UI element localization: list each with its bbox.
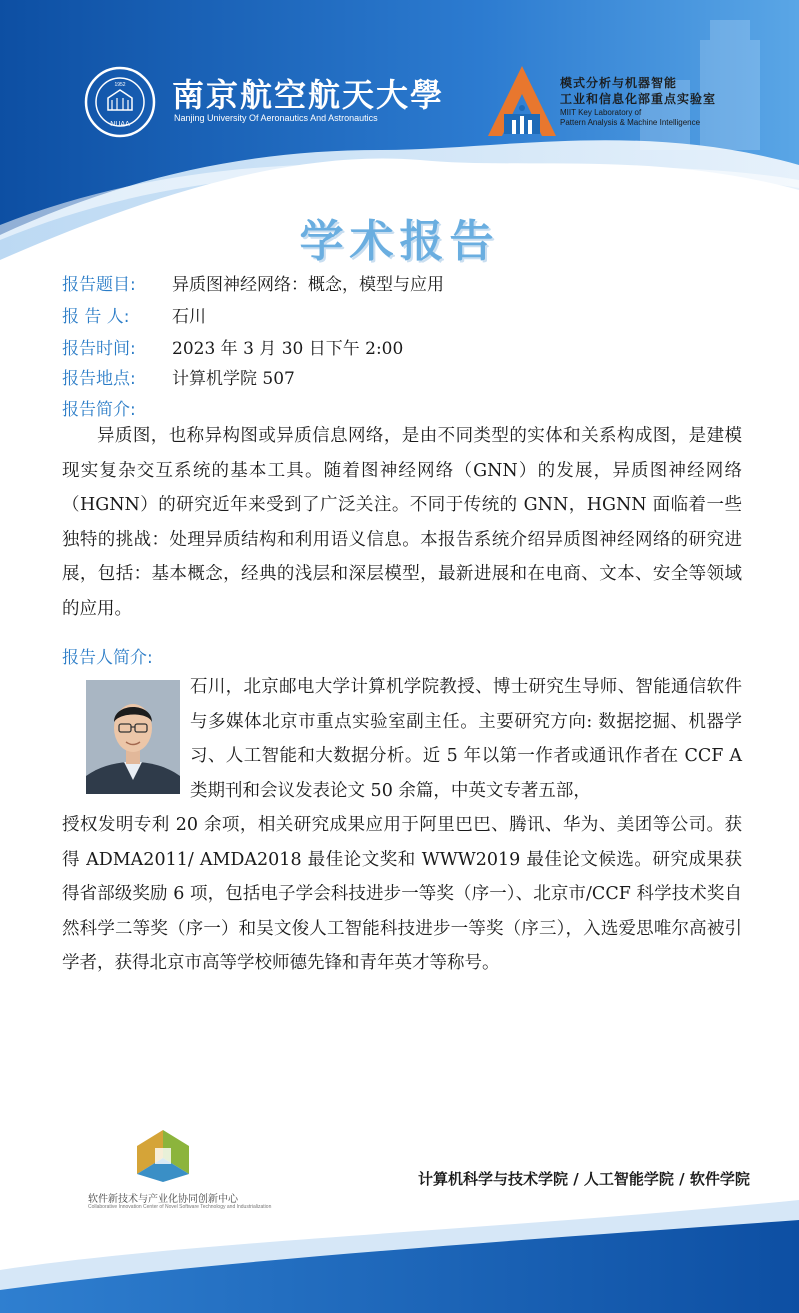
university-name-cn: 南京航空航天大學	[172, 76, 445, 114]
bio-label: 报告人简介:	[62, 648, 153, 668]
speaker-photo	[86, 680, 180, 794]
speaker-label: 报 告 人:	[62, 307, 130, 327]
lab-name-en-line1: MIIT Key Laboratory of	[560, 108, 642, 117]
place-label: 报告地点:	[62, 369, 136, 389]
topic-label: 报告题目:	[62, 275, 136, 295]
place-value: 计算机学院 507	[172, 369, 295, 389]
lab-name-cn-line2: 工业和信息化部重点实验室	[560, 92, 717, 106]
svg-text:NUAA: NUAA	[110, 121, 130, 128]
nuaa-seal-logo	[84, 66, 156, 138]
innovation-center-logo	[135, 1128, 191, 1184]
lab-name-en-line2: Pattern Analysis & Machine Intelligence	[560, 118, 701, 127]
page-title: 学术报告	[299, 216, 500, 267]
lab-logo	[486, 64, 558, 138]
abstract-text	[62, 419, 742, 626]
university-name-en: Nanjing University Of Aeronautics And Astronautics	[174, 113, 378, 123]
time-label: 报告时间:	[62, 339, 136, 359]
time-value: 2023 年 3 月 30 日下午 2:00	[172, 339, 404, 359]
topic-value: 异质图神经网络：概念，模型与应用	[172, 275, 444, 295]
college-names: 计算机科学与技术学院 / 人工智能学院 / 软件学院	[418, 1170, 750, 1188]
abstract-paragraph: 异质图，也称异构图或异质信息网络，是由不同类型的实体和关系构成图，是建模现实复杂交互系统的基本工具。随着图神经网络（GNN）的发展，异质图神经网络（HGNN）的研究近年来受到了广泛关注。不同于传统的 GNN，HGNN 面临着一些独特的挑战：处理异质结构和利用语义信息。本报告系统介绍异质图神经网络的研究进展，包括：基本概念，经典的浅层和深层模型，最新进展和在电商、文本、安全等领域的应用。	[62, 426, 742, 619]
abstract-label: 报告简介:	[62, 400, 136, 420]
innovation-center-name-en: Collaborative Innovation Center of Novel Software Technology and Industrialization	[88, 1204, 272, 1210]
lab-name-cn-line1: 模式分析与机器智能	[560, 76, 678, 90]
bio-text-rest: 授权发明专利 20 余项，相关研究成果应用于阿里巴巴、腾讯、华为、美团等公司。获得 ADMA2011/ AMDA2018 最佳论文奖和 WWW2019 最佳论文候选。研究成果获得省部级奖励 6 项，包括电子学会科技进步一等奖（序一）、北京市/CCF 科学技术奖自然科学二等奖（序一）和吴文俊人工智能科技进步一等奖（序三），入选爱思唯尔高被引学者，获得北京市高等学校师德先锋和青年英才等称号。	[62, 815, 742, 973]
bio-text-first: 石川，北京邮电大学计算机学院教授、博士研究生导师、智能通信软件与多媒体北京市重点实验室副主任。主要研究方向: 数据挖掘、机器学习、人工智能和大数据分析。近 5 年以第一作者或通讯作者在 CCF A 类期刊和会议发表论文 50 余篇，中英文专著五部，	[190, 677, 742, 801]
svg-text:1952: 1952	[114, 82, 126, 88]
speaker-value: 石川	[172, 307, 206, 327]
innovation-center-name-cn: 软件新技术与产业化协同创新中心	[88, 1194, 238, 1205]
footer-background	[0, 1200, 799, 1313]
